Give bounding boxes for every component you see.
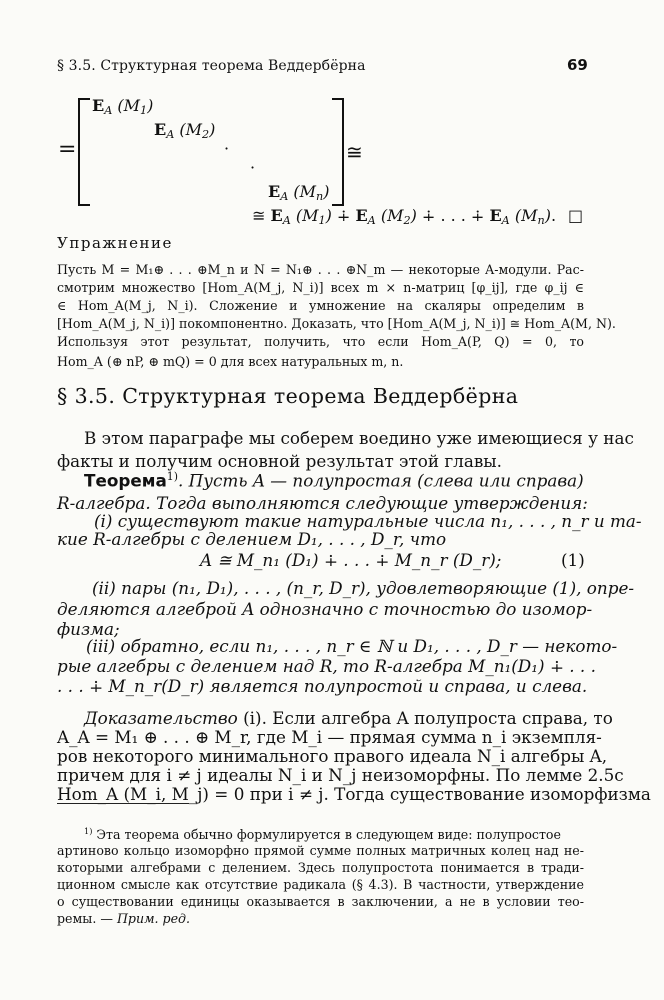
qed-mark: □	[568, 206, 584, 225]
footnote-rule	[57, 803, 189, 804]
intro-line-2: факты и получим основной результат этой главы.	[57, 451, 502, 471]
theorem-item-ii-cont-1: деляются алгеброй A однозначно с точностью до изомор-	[57, 599, 593, 619]
formula-number: (1)	[561, 550, 585, 570]
theorem-item-i-cont: кие R-алгебры с делением D₁, . . . , D_r, что	[57, 529, 447, 549]
matrix-iso-line: ≅ $E_A$ $(M_1)$ ∔ $E_A$ $(M_2)$ ∔ . . . ∔ $E_A$ $(M_n)$.	[252, 206, 557, 227]
matrix-dot-1: ·	[224, 139, 230, 158]
footnote-line-5: о существовании единицы оказывается в заключении, а не в условии тео-	[57, 894, 584, 909]
proof-line-5: Hom_A (M_i, M_j) = 0 при i ≠ j. Тогда существование изоморфизма	[57, 784, 651, 804]
theorem-item-ii: (ii) пары (n₁, D₁), . . . , (n_r, D_r), удовлетворяющие (1), опре-	[92, 578, 635, 598]
matrix-equals: =	[58, 137, 77, 162]
matrix-dot-2: ·	[250, 158, 256, 177]
proof-text-1: (i). Если алгебра A полупроста справа, то	[237, 708, 613, 728]
exercise-line-6: Hom_A (⊕ nP, ⊕ mQ) = 0 для всех натуральных m, n.	[57, 354, 404, 369]
left-bracket	[78, 98, 90, 206]
matrix-entry-2: $E_A$ $(M_2)$	[154, 120, 216, 141]
theorem-line-2: R-алгебра. Тогда выполняются следующие утверждения:	[57, 493, 588, 513]
exercise-line-5: Используя этот результат, получить, что если Hom_A(P, Q) = 0, то	[57, 334, 584, 349]
intro-line-1: В этом параграфе мы соберем воедино уже имеющиеся у нас	[84, 428, 634, 448]
exercise-line-3: ∈ Hom_A(M_j, N_i). Сложение и умножение на скаляры определим в	[57, 298, 584, 313]
proof-line-2: A_A = M₁ ⊕ . . . ⊕ M_r, где M_i — прямая сумма n_i экземпля-	[57, 727, 602, 747]
exercise-line-2: смотрим множество [Hom_A(M_j, N_i)] всех m × n-матриц [φ_ij], где φ_ij ∈	[57, 280, 584, 295]
footnote-text-1: Эта теорема обычно формулируется в следующем виде: полупростое	[96, 827, 561, 843]
proof-line-4: причем для i ≠ j идеалы N_i и N_j неизоморфны. По лемме 2.5c	[57, 765, 624, 785]
running-header: § 3.5. Структурная теорема Веддербёрна	[57, 58, 366, 74]
matrix-iso-right: ≅	[346, 140, 363, 164]
theorem-item-i: (i) существуют такие натуральные числа n₁, . . . , n_r и та-	[94, 511, 642, 531]
theorem-item-iii-cont-1: рые алгебры с делением над R, то R-алгебра M_n₁(D₁) ∔ . . .	[57, 656, 596, 676]
matrix-entry-n: $E_A$ $(M_n)$	[268, 182, 330, 203]
editor-note: Прим. ред.	[116, 911, 191, 926]
theorem-footnote-mark: 1)	[166, 470, 178, 483]
proof-label: Доказательство	[84, 708, 238, 728]
footnote-line-3: которыми алгебрами с делением. Здесь полупростота понимается в тради-	[57, 860, 584, 875]
exercise-line-4: [Hom_A(M_j, N_i)] покомпонентно. Доказать, что [Hom_A(M_j, N_i)] ≅ Hom_A(M, N).	[57, 316, 616, 331]
theorem-item-ii-cont-2: физма;	[57, 619, 120, 639]
theorem-item-iii: (iii) обратно, если n₁, . . . , n_r ∈ ℕ и D₁, . . . , D_r — некото-	[86, 636, 618, 656]
page-number: 69	[567, 56, 588, 74]
proof-line-1	[84, 708, 613, 728]
exercise-line-1: Пусть M = M₁⊕ . . . ⊕M_n и N = N₁⊕ . . . ⊕N_m — некоторые A-модули. Рас-	[57, 262, 584, 277]
footnote-line-4: ционном смысле как отсутствие радикала (§ 4.3). В частности, утверждение	[57, 877, 584, 892]
theorem-label: Теорема	[84, 470, 167, 491]
footnote-line-1	[84, 826, 584, 842]
footnote-mark: 1)	[84, 826, 93, 836]
theorem-item-iii-cont-2: . . . ∔ M_n_r(D_r) является полупростой и справа, и слева.	[57, 676, 588, 696]
proof-line-3: ров некоторого минимального правого идеала N_i алгебры A,	[57, 746, 608, 766]
right-bracket	[332, 98, 344, 206]
theorem-formula: A ≅ M_n₁ (D₁) ∔ . . . ∔ M_n_r (D_r);	[200, 550, 502, 570]
matrix-entry-1: $E_A$ $(M_1)$	[92, 96, 154, 117]
footnote-line-2: артиново кольцо изоморфно прямой сумме полных матричных колец над не-	[57, 843, 584, 858]
footnote-text-6: ремы. —	[57, 911, 117, 926]
exercise-title: Упражнение	[57, 234, 173, 252]
theorem-text-1: . Пусть A — полупростая (слева или справа)	[178, 470, 584, 491]
footnote-line-6	[57, 911, 190, 926]
theorem-line-1	[84, 470, 585, 491]
section-heading: § 3.5. Структурная теорема Веддербёрна	[57, 384, 519, 408]
